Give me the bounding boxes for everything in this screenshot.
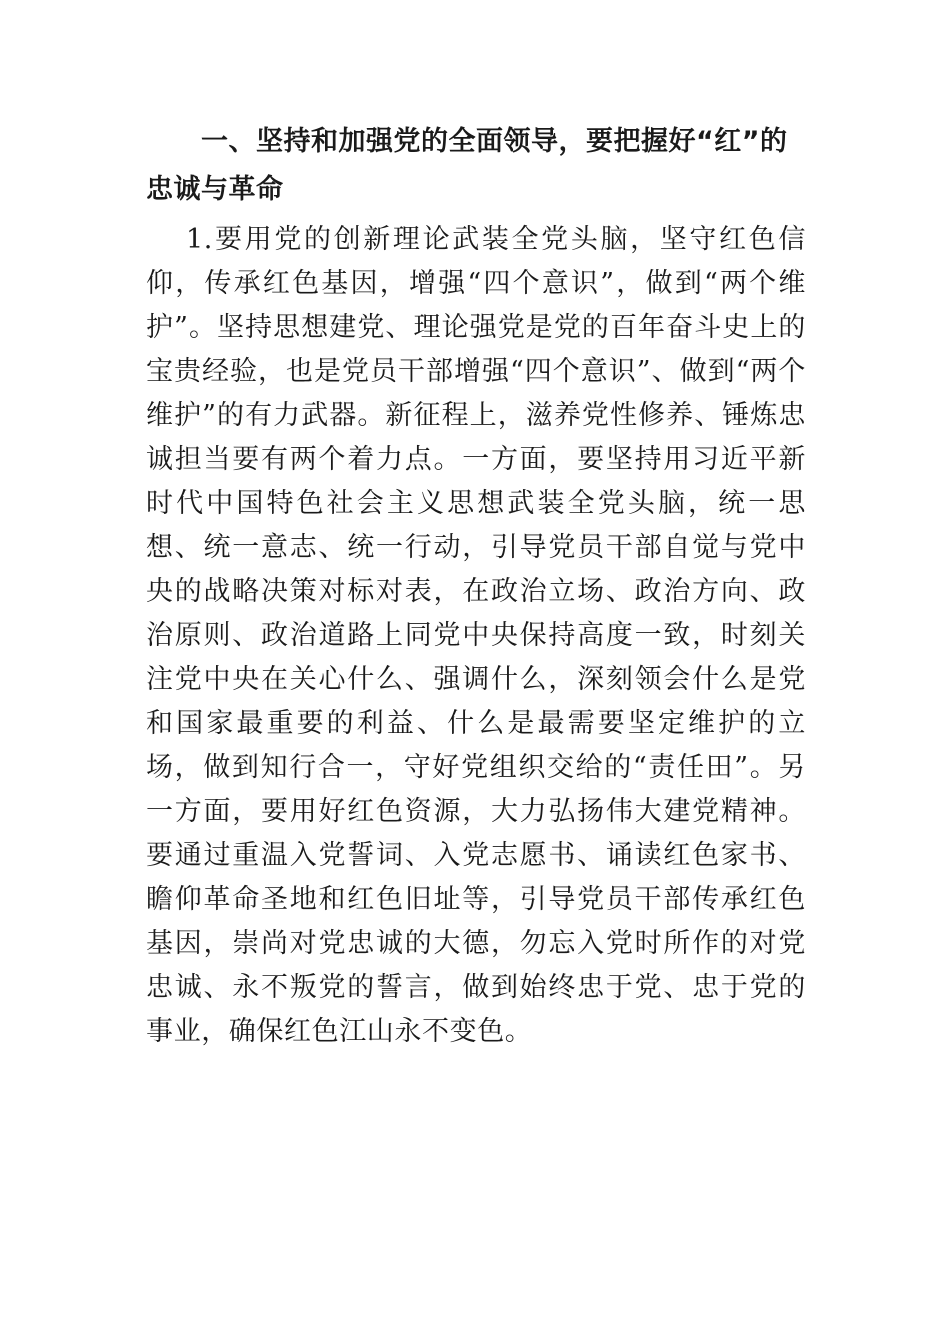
- section-heading: 一、坚持和加强党的全面领导，要把握好“红”的忠诚与革命: [146, 126, 788, 205]
- body-paragraph: 1.要用党的创新理论武装全党头脑，坚守红色信仰，传承红色基因，增强“四个意识”，做到“两个维护”。坚持思想建党、理论强党是党的百年奋斗史上的宝贵经验，也是党员干部增强“四个意识”、做到“两个维护”的有力武器。新征程上，滋养党性修养、锤炼忠诚担当要有两个着力点。一方面，要坚持用习近平新时代中国特色社会主义思想武装全党头脑，统一思想、统一意志、统一行动，引导党员干部自觉与党中央的战略决策对标对表，在政治立场、政治方向、政治原则、政治道路上同党中央保持高度一致，时刻关注党中央在关心什么、强调什么，深刻领会什么是党和国家最重要的利益、什么是最需要坚定维护的立场，做到知行合一，守好党组织交给的“责任田”。另一方面，要用好红色资源，大力弘扬伟大建党精神。要通过重温入党誓词、入党志愿书、诵读红色家书、瞻仰革命圣地和红色旧址等，引导党员干部传承红色基因，崇尚对党忠诚的大德，勿忘入党时所作的对党忠诚、永不叛党的誓言，做到始终忠于党、忠于党的事业，确保红色江山永不变色。: [146, 224, 806, 1047]
- document-content: [146, 118, 806, 1054]
